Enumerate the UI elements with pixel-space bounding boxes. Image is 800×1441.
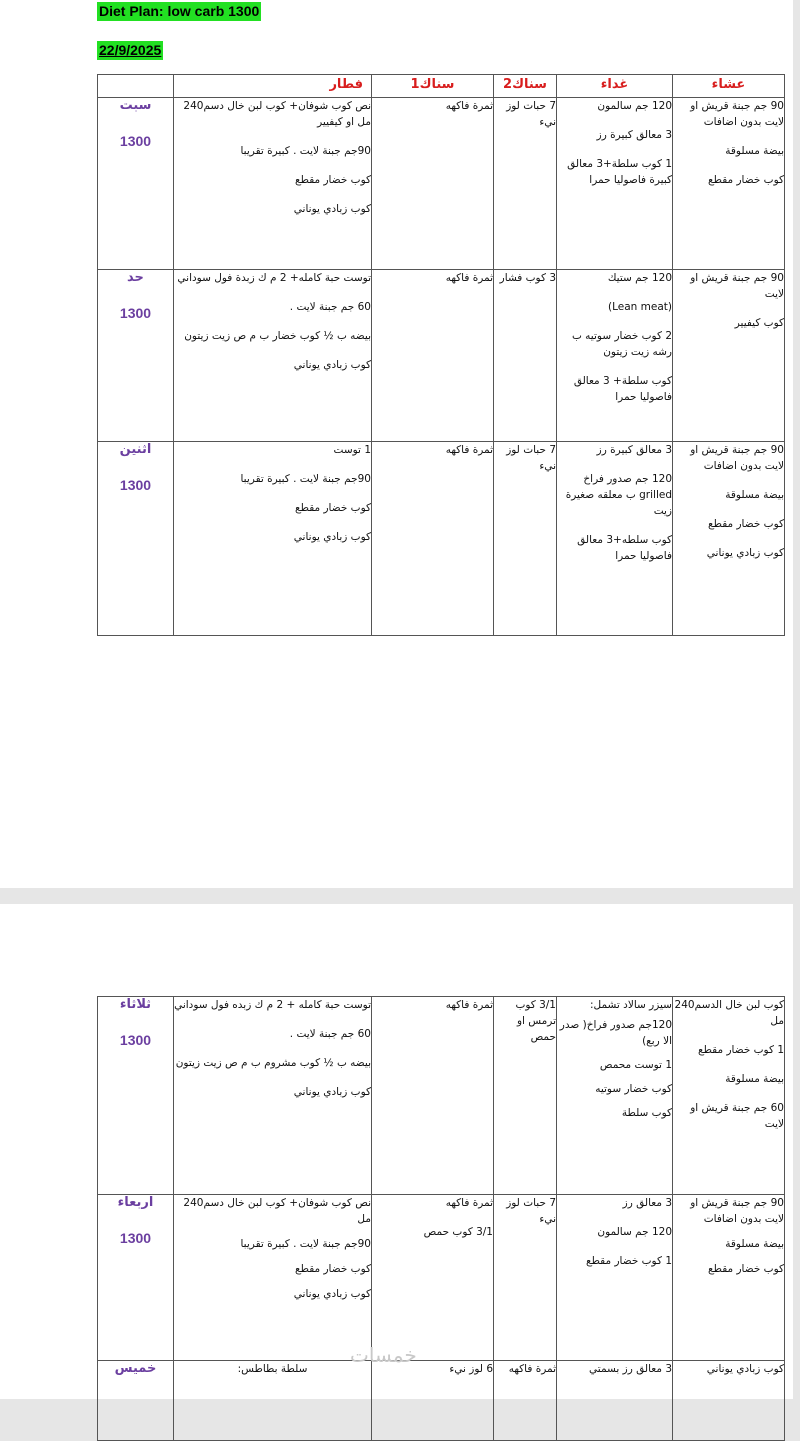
day-cell xyxy=(98,442,174,636)
meal-item: كوب سلطة xyxy=(621,1107,672,1119)
meal-item: توست حبة كامله+ 2 م ك زبدة فول سوداني xyxy=(177,272,371,284)
snack2-cell xyxy=(494,442,557,636)
breakfast-cell xyxy=(174,997,372,1195)
meal-item: كوب خضار سوتيه xyxy=(595,1083,672,1095)
meal-item: 120 جم سالمون xyxy=(597,1226,672,1238)
meal-item: 120جم صدور فراخ( صدر الا ربع) xyxy=(559,1019,672,1047)
meal-item: 3/1 كوب ترمس او حمص xyxy=(515,999,556,1043)
meal-item: 120 جم ستيك xyxy=(607,272,672,284)
meal-item: بيضة مسلوقة xyxy=(725,489,784,501)
watermark: خمسات xyxy=(350,1343,417,1367)
meal-item: 60 جم جبنة لايت . xyxy=(289,301,371,313)
day-name: خميس xyxy=(114,1361,157,1376)
meal-item: 3/1 كوب حمص xyxy=(423,1226,493,1238)
header-dinner: عشاء xyxy=(711,77,746,92)
snack1-cell xyxy=(372,442,494,636)
day-calories: 1300 xyxy=(119,1032,152,1048)
snack2-cell xyxy=(494,1361,557,1441)
breakfast-cell xyxy=(174,98,372,270)
meal-item: كوب سلطه+3 معالق فاصوليا حمرا xyxy=(577,534,672,562)
meal-item: ثمرة فاكهه xyxy=(445,100,493,112)
meal-item: 1 توست محمص xyxy=(599,1059,672,1071)
meal-item: بيضه ب ½ كوب مشروم ب م ص زيت زيتون xyxy=(175,1057,371,1069)
table-header-row xyxy=(98,75,785,98)
meal-item: كوب زبادي يوناني xyxy=(293,359,371,371)
meal-item: 1 توست xyxy=(333,444,371,456)
meal-item: بيضة مسلوقة xyxy=(725,145,784,157)
snack1-cell xyxy=(372,98,494,270)
meal-item: 3 معالق رز بسمتي xyxy=(589,1363,672,1375)
day-calories: 1300 xyxy=(119,133,152,149)
snack2-cell xyxy=(494,997,557,1195)
meal-item: كوب خضار مقطع xyxy=(295,174,371,186)
meal-item: 90 جم جبنة قريش او لايت xyxy=(690,272,784,300)
meal-item: كوب خضار مقطع xyxy=(708,1263,784,1275)
meal-item: 7 حبات لوز نيء xyxy=(506,444,556,472)
meal-item: 120 جم صدور فراخ grilled ب معلقه صغيرة زيت xyxy=(565,473,672,517)
breakfast-cell xyxy=(174,442,372,636)
lunch-cell xyxy=(557,442,673,636)
meal-item: 1 كوب خضار مقطع xyxy=(697,1044,784,1056)
snack1-cell xyxy=(372,1361,494,1441)
table-row xyxy=(98,997,785,1195)
meal-item: ثمرة فاكهه xyxy=(445,1197,493,1209)
meal-item: 60 جم جبنة قريش او لايت xyxy=(690,1102,784,1130)
meal-item: توست حبة كامله + 2 م ك زبده فول سوداني xyxy=(174,999,371,1011)
meal-item: 90جم جبنة لايت . كبيرة تقريبا xyxy=(240,1238,371,1250)
table-row xyxy=(98,98,785,270)
snack2-cell xyxy=(494,98,557,270)
dinner-cell xyxy=(673,1361,785,1441)
meal-item: نص كوب شوفان+ كوب لبن خال دسم240 مل او كيفيير xyxy=(183,100,371,128)
meal-item: كوب زبادي يوناني xyxy=(293,531,371,543)
day-name: اثنين xyxy=(119,442,152,457)
meal-item: 90 جم جبنة قريش او لايت بدون اضافات xyxy=(690,1197,784,1225)
meal-item: ثمرة فاكهه xyxy=(508,1363,556,1375)
plan-title: Diet Plan: low carb 1300 xyxy=(99,3,260,19)
day-calories: 1300 xyxy=(119,305,152,321)
meal-item: 6 لوز نيء xyxy=(449,1363,493,1375)
meal-item: كوب سلطة+ 3 معالق فاصوليا حمرا xyxy=(573,375,672,403)
breakfast-cell xyxy=(174,1361,372,1441)
header-snack1: سناك1 xyxy=(410,77,455,92)
dinner-cell xyxy=(673,98,785,270)
meal-item: 1 كوب سلطة+3 معالق كبيرة فاصوليا حمرا xyxy=(567,158,672,186)
meal-item: 60 جم جبنة لايت . xyxy=(289,1028,371,1040)
lunch-cell xyxy=(557,98,673,270)
table-row xyxy=(98,1361,785,1441)
meal-item: (Lean meat) xyxy=(608,301,672,313)
table-row xyxy=(98,1195,785,1361)
day-name: سبت xyxy=(119,98,152,113)
meal-item: كوب زبادي يوناني xyxy=(293,203,371,215)
meal-item: 90جم جبنة لايت . كبيرة تقريبا xyxy=(240,145,371,157)
document-page-2 xyxy=(0,904,793,1399)
snack2-cell xyxy=(494,270,557,442)
dinner-cell xyxy=(673,997,785,1195)
meal-item: كوب خضار مقطع xyxy=(708,518,784,530)
table-row xyxy=(98,442,785,636)
meal-item: 3 كوب فشار xyxy=(499,272,556,284)
meal-item: كوب زبادي يوناني xyxy=(706,547,784,559)
meal-item: كوب خضار مقطع xyxy=(295,502,371,514)
day-cell xyxy=(98,270,174,442)
lunch-cell xyxy=(557,270,673,442)
meal-item: 1 كوب خضار مقطع xyxy=(585,1255,672,1267)
meal-item: ثمرة فاكهه xyxy=(445,999,493,1011)
meal-item: بيضه ب ½ كوب خضار ب م ص زيت زيتون xyxy=(184,330,371,342)
meal-item: بيضة مسلوقة xyxy=(725,1238,784,1250)
lunch-cell xyxy=(557,997,673,1195)
breakfast-cell xyxy=(174,270,372,442)
lunch-cell xyxy=(557,1361,673,1441)
lunch-cell xyxy=(557,1195,673,1361)
day-cell xyxy=(98,1361,174,1441)
meal-item: 3 معالق كبيرة رز xyxy=(596,129,672,141)
header-lunch: غداء xyxy=(600,77,629,92)
day-cell xyxy=(98,98,174,270)
snack1-cell xyxy=(372,270,494,442)
meal-item: كوب زبادي يوناني xyxy=(293,1086,371,1098)
day-cell xyxy=(98,997,174,1195)
diet-table-page-2 xyxy=(97,996,785,1441)
meal-item: كوب خضار مقطع xyxy=(708,174,784,186)
meal-item: 2 كوب خضار سوتيه ب رشه زيت زيتون xyxy=(571,330,672,358)
meal-item: نص كوب شوفان+ كوب لبن خال دسم240 مل xyxy=(183,1197,371,1225)
day-name: حد xyxy=(127,270,144,285)
meal-item: ثمرة فاكهه xyxy=(445,444,493,456)
snack2-cell xyxy=(494,1195,557,1361)
meal-item: 90 جم جبنة قريش او لايت بدون اضافات xyxy=(690,100,784,128)
meal-item: كوب زبادي يوناني xyxy=(706,1363,784,1375)
day-cell xyxy=(98,1195,174,1361)
snack1-cell xyxy=(372,1195,494,1361)
meal-item: كوب زبادي يوناني xyxy=(293,1288,371,1300)
meal-item: 90جم جبنة لايت . كبيرة تقريبا xyxy=(240,473,371,485)
meal-item: كوب خضار مقطع xyxy=(295,1263,371,1275)
meal-item: 7 حبات لوز نيء xyxy=(506,100,556,128)
meal-item: ثمرة فاكهه xyxy=(445,272,493,284)
day-calories: 1300 xyxy=(119,477,152,493)
day-calories: 1300 xyxy=(119,1230,152,1246)
header-snack2: سناك2 xyxy=(503,77,547,92)
dinner-cell xyxy=(673,442,785,636)
day-name: ثلاثاء xyxy=(119,997,152,1012)
dinner-cell xyxy=(673,1195,785,1361)
header-breakfast: فطار xyxy=(329,77,363,92)
meal-item: 3 معالق كبيرة رز xyxy=(596,444,672,456)
meal-item: بيضة مسلوقة xyxy=(725,1073,784,1085)
meal-item: 7 حبات لوز نيء xyxy=(506,1197,556,1225)
diet-table-page-1 xyxy=(97,74,785,636)
meal-item: كوب لبن خال الدسم240 مل xyxy=(674,999,784,1027)
meal-item: 3 معالق رز xyxy=(622,1197,672,1209)
meal-item: 120 جم سالمون xyxy=(597,100,672,112)
meal-item: 90 جم جبنة قريش او لايت بدون اضافات xyxy=(690,444,784,472)
meal-item: كوب كيفيير xyxy=(734,317,784,329)
header-day xyxy=(98,75,174,98)
meal-item: سلطة بطاطس: xyxy=(237,1363,308,1375)
snack1-cell xyxy=(372,997,494,1195)
breakfast-cell xyxy=(174,1195,372,1361)
day-name: اربعاء xyxy=(117,1195,154,1210)
meal-item: سيزر سالاد تشمل: xyxy=(589,999,672,1011)
plan-date: 22/9/2025 xyxy=(99,42,162,58)
dinner-cell xyxy=(673,270,785,442)
table-row xyxy=(98,270,785,442)
